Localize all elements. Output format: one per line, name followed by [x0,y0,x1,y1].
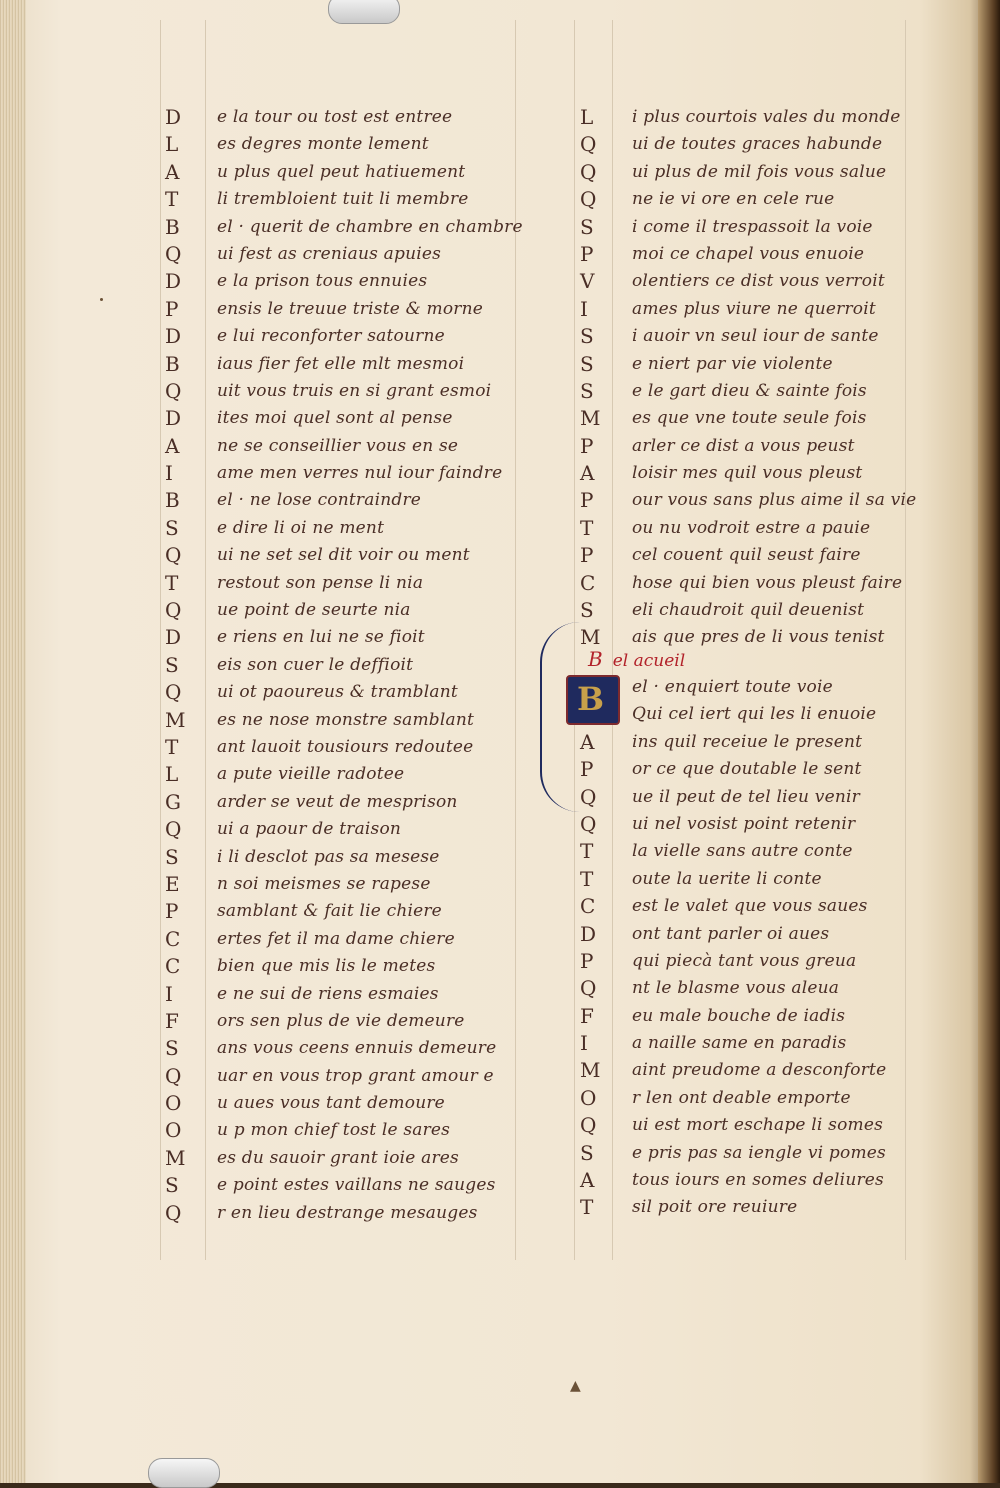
verse-text: oute la uerite li conte [632,868,822,889]
verse-text: olentiers ce dist vous verroit [632,271,885,292]
verse-initial: S [580,598,594,623]
verse-text: arler ce dist a vous peust [632,435,855,456]
verse-text: el · ne lose contraindre [217,490,422,511]
left-text-column [165,104,545,1227]
verse-line [165,186,545,213]
verse-initial: S [580,351,594,376]
verse-initial: D [165,406,182,431]
verse-initial: Q [165,1200,182,1225]
ink-mark-icon: ▲ [570,1378,581,1394]
verse-line [165,707,545,734]
verse-line [580,674,910,701]
verse-text: samblant & fait lie chiere [217,901,442,922]
verse-line [165,405,545,432]
verse-text: moi ce chapel vous enuoie [632,243,865,264]
verse-initial: Q [580,976,597,1001]
verse-text: bien que mis lis le metes [217,956,436,977]
verse-initial: D [165,269,182,294]
verse-line [165,1117,545,1144]
verse-initial: Q [580,159,597,184]
verse-text: restout son pense li nia [217,572,424,593]
verse-line [580,186,910,213]
verse-line [165,296,545,323]
verse-line [165,652,545,679]
verse-line [580,296,910,323]
verse-line [165,1008,545,1035]
verse-text: eu male bouche de iadis [632,1005,846,1026]
verse-line [165,816,545,843]
verse-text: i plus courtois vales du monde [632,107,901,127]
verse-initial: P [165,899,179,924]
verse-initial: P [580,488,594,513]
verse-initial: C [165,954,181,979]
verse-line [580,131,910,158]
verse-text: uar en vous trop grant amour e [217,1065,494,1086]
verse-initial: T [580,1195,594,1220]
verse-initial: A [580,461,595,486]
verse-line [165,487,545,514]
verse-initial: F [580,1003,594,1028]
verse-line [165,104,545,131]
verse-line [580,701,910,728]
verse-initial: M [580,406,601,431]
verse-initial: P [165,296,179,321]
verse-text: i come il trespassoit la voie [632,216,873,237]
rubric-initial: B [588,647,603,671]
verse-line [165,268,545,295]
verse-text: i auoir vn seul iour de sante [632,326,879,347]
verse-line [580,104,910,131]
verse-line [580,323,910,350]
verse-text: i li desclot pas sa mesese [217,846,440,867]
verse-initial: T [165,734,179,759]
verse-line [580,570,910,597]
verse-line [580,1030,910,1057]
verse-initial: A [580,729,595,754]
verse-text: e niert par vie violente [632,353,833,374]
verse-line [165,159,545,186]
verse-text: es degres monte lement [217,134,429,155]
verse-text: ame men verres nul iour faindre [217,463,503,484]
right-text-column-bottom [580,674,910,1222]
verse-line [580,214,910,241]
verse-text: cel couent quil seust faire [632,545,861,566]
verse-initial: S [165,844,179,869]
verse-line [165,351,545,378]
verse-initial: L [580,105,594,129]
verse-initial: Q [580,784,597,809]
verse-initial: I [165,461,173,486]
verse-text: loisir mes quil vous pleust [632,463,863,484]
verse-text: uit vous truis en si grant esmoi [217,380,492,401]
verse-initial: T [165,187,179,212]
verse-line [165,1035,545,1062]
verse-line [580,784,910,811]
verse-initial: D [165,324,182,349]
verse-initial: Q [165,378,182,403]
verse-text: ou nu vodroit estre a pauie [632,517,871,538]
verse-text: eis son cuer le deffioit [217,654,414,675]
verse-line [165,789,545,816]
verse-line [580,975,910,1002]
verse-line [580,597,910,624]
verse-initial: V [580,269,595,294]
verse-line [165,761,545,788]
verse-line [580,1003,910,1030]
verse-initial: S [580,324,594,349]
verse-text: es ne nose monstre samblant [217,709,475,730]
verse-initial: D [165,105,182,129]
verse-text: ins quil receiue le present [632,731,863,752]
verse-line [165,1200,545,1227]
verse-text: a naille same en paradis [632,1033,847,1054]
verse-text: e pris pas sa iengle vi pomes [632,1142,886,1163]
verse-text: ames plus viure ne querroit [632,298,876,319]
verse-line [165,515,545,542]
verse-line [580,756,910,783]
verse-text: e la tour ou tost est entree [217,107,453,127]
right-text-column-top [580,104,917,652]
verse-initial: I [580,296,588,321]
verse-line [165,433,545,460]
verse-text: ui est mort eschape li somes [632,1115,884,1136]
verse-line [165,898,545,925]
verse-line [580,729,910,756]
verse-initial: D [165,625,182,650]
verse-line [165,926,545,953]
verse-line [580,515,910,542]
verse-initial: L [165,762,179,787]
verse-line [580,893,910,920]
verse-initial: A [165,433,180,458]
verse-text: ensis le treuue triste & morne [217,298,484,319]
verse-initial: S [165,515,179,540]
verse-text: ue point de seurte nia [217,600,411,621]
verse-line [580,1057,910,1084]
verse-text: ertes fet il ma dame chiere [217,928,455,949]
verse-initial: Q [580,132,597,157]
verse-initial: Q [165,241,182,266]
verse-text: ne se conseillier vous en se [217,435,459,456]
verse-initial: Q [580,1113,597,1138]
verse-line [580,1167,910,1194]
verse-initial: M [580,1058,601,1083]
verse-initial: P [580,241,594,266]
verse-text: ui fest as creniaus apuies [217,243,442,264]
verse-initial: S [165,1173,179,1198]
verse-initial: P [580,757,594,782]
verse-initial: O [165,1118,182,1143]
binding-gutter [978,0,1000,1483]
verse-text: ant lauoit tousiours redoutee [217,736,474,757]
verse-text: ors sen plus de vie demeure [217,1010,465,1031]
verse-line [165,214,545,241]
verse-text: Qui cel iert qui les li enuoie [632,704,877,725]
verse-line [580,948,910,975]
verse-line [165,953,545,980]
verse-initial: I [580,1031,588,1056]
verse-line [580,1085,910,1112]
verse-initial: E [165,871,180,896]
verse-initial: Q [165,817,182,842]
verse-text: r len ont deable emporte [632,1087,851,1108]
verse-text: e lui reconforter satourne [217,326,445,347]
verse-text: ans vous ceens ennuis demeure [217,1038,497,1059]
verse-line [580,433,910,460]
verse-line [165,378,545,405]
verse-line [165,241,545,268]
verse-initial: B [165,214,180,239]
verse-initial: Q [165,543,182,568]
verse-text: n soi meismes se rapese [217,873,431,894]
verse-text: li trembloient tuit li membre [217,189,469,210]
verse-initial: T [580,839,594,864]
verse-line [580,460,910,487]
verse-text: u plus quel peut hatiuement [217,161,466,182]
verse-line [580,378,910,405]
verse-line [580,268,910,295]
verse-text: e riens en lui ne se fioit [217,627,425,648]
verse-initial: L [165,132,179,157]
verse-initial: C [165,926,181,951]
verse-text: ont tant parler oi aues [632,923,830,944]
verse-initial: M [165,1145,186,1170]
verse-text: or ce que doutable le sent [632,759,862,780]
verse-text: hose qui bien vous pleust faire [632,572,903,593]
verse-line [165,542,545,569]
verse-text: our vous sans plus aime il sa vie [632,490,917,511]
verse-initial: B [165,351,180,376]
verse-initial: C [580,894,596,919]
verse-line [165,871,545,898]
verse-line [165,570,545,597]
verse-initial: S [580,378,594,403]
verse-initial: O [580,1085,597,1110]
verse-text: es que vne toute seule fois [632,408,867,429]
verse-text: tous iours en somes deliures [632,1170,884,1191]
page-clip [328,0,400,24]
verse-text: el · enquiert toute voie [632,677,833,697]
verse-initial: S [165,1036,179,1061]
verse-initial: A [165,159,180,184]
verse-text: e ne sui de riens esmaies [217,983,439,1004]
verse-initial: S [580,1140,594,1165]
verse-text: ites moi quel sont al pense [217,408,453,429]
verse-text: aint preudome a desconforte [632,1060,887,1081]
verse-initial: A [580,1168,595,1193]
verse-initial: C [580,570,596,595]
verse-initial: M [165,707,186,732]
verse-initial: P [580,433,594,458]
ruling-line [160,20,161,1260]
verse-line [580,811,910,838]
verse-text: la vielle sans autre conte [632,841,853,862]
verse-text: ui ot paoureus & tramblant [217,682,458,703]
verse-initial: S [165,652,179,677]
verse-initial: B [165,488,180,513]
rubric-heading [588,647,685,671]
verse-line [580,159,910,186]
verse-text: qui piecà tant vous greua [632,950,857,971]
verse-line [165,460,545,487]
verse-text: ui a paour de traison [217,819,402,840]
verse-text: e dire li oi ne ment [217,517,385,538]
verse-initial: F [165,1008,179,1033]
verse-text: e point estes vaillans ne sauges [217,1175,496,1196]
verse-line [165,1090,545,1117]
verse-initial: T [580,866,594,891]
verse-text: iaus fier fet elle mlt mesmoi [217,353,465,374]
verse-initial: O [165,1091,182,1116]
verse-initial: M [580,625,601,650]
page-clip [148,1458,220,1488]
verse-line [165,323,545,350]
verse-line [165,597,545,624]
verse-text: ne ie vi ore en cele rue [632,189,835,210]
verse-text: est le valet que vous saues [632,896,868,917]
verse-line [165,1172,545,1199]
verse-line [165,1145,545,1172]
verse-text: r en lieu destrange mesauges [217,1202,478,1223]
verse-line [580,921,910,948]
verse-initial: Q [165,680,182,705]
verse-line [165,1063,545,1090]
verse-initial: Q [165,1063,182,1088]
verse-text: el · querit de chambre en chambre [217,216,523,237]
verse-initial: D [580,921,597,946]
verse-text: a pute vieille radotee [217,764,405,785]
verse-line [580,1194,910,1221]
verse-line [580,542,910,569]
verse-text: ui de toutes graces habunde [632,134,883,155]
verse-line [580,405,910,432]
verse-text: ue il peut de tel lieu venir [632,786,860,807]
verse-text: ui ne set sel dit voir ou ment [217,545,470,566]
verse-initial: Q [165,598,182,623]
verse-line [580,866,910,893]
verse-text: ais que pres de li vous tenist [632,627,885,648]
verse-text: ui nel vosist point retenir [632,813,856,834]
verse-initial: P [580,543,594,568]
margin-mark [100,298,103,301]
verse-initial: S [580,214,594,239]
verse-initial: G [165,789,181,814]
verse-line [165,131,545,158]
verse-line [165,734,545,761]
verse-line [580,351,910,378]
verse-line [580,487,917,514]
verse-line [580,838,910,865]
verse-text: u p mon chief tost le sares [217,1120,451,1141]
verse-text: e la prison tous ennuies [217,271,428,292]
verse-line [165,679,545,706]
verse-text: arder se veut de mesprison [217,791,458,812]
verse-initial: I [165,981,173,1006]
verse-line [165,844,545,871]
verse-initial: Q [580,811,597,836]
rubric-text: el acueil [612,651,686,671]
verse-text: u aues vous tant demoure [217,1093,445,1114]
verse-text: eli chaudroit quil deuenist [632,600,865,621]
illuminated-letter: B [577,680,605,718]
page-edges [0,0,26,1483]
verse-text: nt le blasme vous aleua [632,978,840,999]
verse-line [580,241,910,268]
verse-text: ui plus de mil fois vous salue [632,161,887,182]
verse-line [165,981,545,1008]
verse-initial: Q [580,187,597,212]
verse-initial: P [580,948,594,973]
verse-line [165,624,545,651]
verse-line [580,1140,910,1167]
verse-initial: T [165,570,179,595]
verse-text: es du sauoir grant ioie ares [217,1147,459,1168]
verse-text: sil poit ore reuiure [632,1197,798,1218]
verse-initial: T [580,515,594,540]
verse-text: e le gart dieu & sainte fois [632,380,867,401]
verse-line [580,1112,910,1139]
